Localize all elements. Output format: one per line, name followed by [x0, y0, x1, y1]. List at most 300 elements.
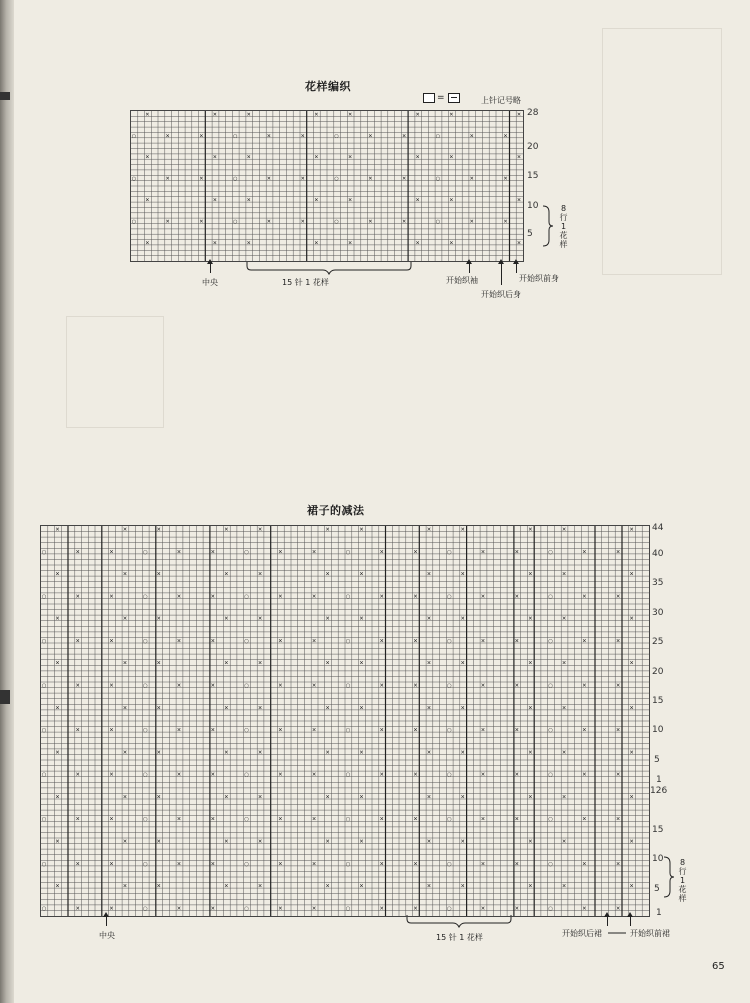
stitch-symbol: ✕ [210, 638, 216, 645]
vert-char: 8 [560, 204, 567, 213]
stitch-symbol: ✕ [426, 883, 432, 890]
stitch-symbol: ○ [41, 683, 47, 689]
stitch-symbol: ○ [143, 683, 148, 689]
stitch-symbol: ✕ [325, 527, 330, 533]
stitch-symbol: ✕ [629, 705, 634, 712]
stitch-symbol: ○ [233, 176, 238, 183]
stitch-symbol: ✕ [359, 794, 364, 801]
row-number: 126 [650, 786, 668, 796]
stitch-symbol: ✕ [210, 683, 216, 689]
stitch-symbol: ✕ [359, 527, 364, 533]
stitch-symbol: ✕ [415, 154, 420, 161]
stitch-symbol: ✕ [257, 660, 263, 667]
stitch-symbol: ✕ [266, 176, 272, 183]
stitch-symbol: ○ [244, 772, 249, 779]
row-number: 20 [652, 667, 664, 677]
stitch-symbol: ○ [233, 133, 238, 140]
stitch-symbol: ✕ [460, 883, 465, 890]
row-number: 1 [656, 908, 662, 918]
stitch-symbol: ✕ [629, 794, 634, 801]
legend-purl-symbol [448, 93, 460, 103]
stitch-symbol: ○ [244, 549, 249, 556]
stitch-grid-lines [41, 526, 649, 916]
stitch-symbol: ✕ [426, 705, 432, 712]
stitch-symbol: ✕ [615, 549, 621, 556]
stitch-symbol: ✕ [212, 154, 218, 161]
stitch-symbol: ✕ [413, 727, 418, 734]
stitch-symbol: ○ [345, 593, 351, 600]
stitch-symbol: ✕ [379, 638, 384, 645]
front-skirt-label: 开始织前裙 [630, 929, 670, 938]
stitch-symbol: ✕ [413, 772, 418, 779]
stitch-symbol: ✕ [257, 749, 263, 756]
stitch-symbol: ✕ [359, 660, 364, 667]
vert-char: 花 [678, 885, 687, 894]
stitch-symbol: ✕ [516, 154, 522, 161]
stitch-symbol: ✕ [122, 571, 128, 578]
stitch-symbol: ✕ [278, 861, 283, 868]
stitch-symbol: ✕ [55, 660, 60, 667]
stitch-symbol: ✕ [75, 638, 80, 645]
stitch-symbol: ○ [244, 905, 249, 912]
stitch-symbol: ✕ [615, 593, 621, 600]
row-number: 28 [527, 108, 539, 118]
stitch-symbol: ○ [345, 549, 351, 556]
stitch-symbol: ✕ [561, 794, 567, 801]
stitch-symbol: ○ [131, 176, 137, 183]
stitch-symbol: ✕ [415, 197, 420, 204]
stitch-symbol: ✕ [311, 816, 317, 823]
stitch-symbol: ✕ [278, 772, 283, 779]
stitch-symbol: ✕ [122, 527, 128, 533]
stitch-symbol: ✕ [75, 549, 80, 556]
vert-char: 1 [679, 876, 686, 885]
stitch-symbol: ✕ [145, 111, 150, 118]
stitch-symbol: ✕ [156, 883, 161, 890]
stitch-symbol: ✕ [449, 197, 454, 204]
stitch-symbol: ○ [244, 683, 249, 689]
book-binding [0, 0, 14, 1003]
stitch-symbol: ○ [435, 219, 441, 225]
stitch-symbol: ○ [244, 816, 249, 823]
stitch-symbol: ✕ [528, 527, 533, 533]
stitch-symbol: ✕ [55, 527, 60, 533]
stitch-symbol: ○ [548, 905, 553, 912]
stitch-symbol: ✕ [109, 638, 114, 645]
stitch-symbol: ✕ [176, 861, 182, 868]
back-skirt-label: 开始织后裙 [562, 929, 602, 938]
stitch-symbol: ✕ [55, 839, 60, 845]
back-arrow [501, 263, 502, 285]
stitch-symbol: ✕ [516, 197, 522, 204]
stitch-symbol: ✕ [325, 839, 330, 845]
stitch-symbol: ○ [41, 638, 47, 645]
stitch-symbol: ✕ [176, 727, 182, 734]
row-number: 20 [527, 142, 539, 152]
stitch-symbol: ✕ [629, 839, 634, 845]
bottom-repeat-label: 15 针 1 花样 [436, 933, 483, 942]
stitch-symbol: ✕ [615, 772, 621, 779]
top-front-label: 开始织前身 [519, 274, 559, 283]
bleed-through-box [66, 316, 164, 428]
stitch-symbol: ✕ [426, 749, 432, 756]
stitch-symbol: ✕ [109, 593, 114, 600]
stitch-symbol: ○ [143, 772, 148, 779]
stitch-symbol: ✕ [528, 749, 533, 756]
stitch-symbol: ✕ [469, 219, 474, 225]
row-number: 5 [527, 229, 533, 239]
stitch-symbol: ✕ [582, 861, 587, 868]
stitch-symbol: ✕ [257, 705, 263, 712]
stitch-symbol: ✕ [210, 816, 216, 823]
stitch-symbol: ✕ [348, 154, 353, 161]
bottom-repeat-label-vertical [678, 858, 687, 903]
stitch-symbol: ○ [447, 816, 452, 823]
stitch-symbol: ✕ [449, 111, 454, 118]
stitch-symbol: ○ [345, 683, 351, 689]
stitch-symbol: ✕ [415, 111, 420, 118]
stitch-symbol: ✕ [582, 772, 587, 779]
stitch-symbol: ✕ [561, 616, 567, 623]
stitch-symbol: ○ [548, 549, 553, 556]
stitch-symbol: ✕ [314, 154, 319, 161]
stitch-symbol: ✕ [629, 527, 634, 533]
top-sleeve-label: 开始织袖 [446, 276, 478, 285]
stitch-symbol: ✕ [359, 749, 364, 756]
stitch-symbol: ✕ [55, 749, 60, 756]
top-center-label: 中央 [202, 278, 218, 287]
stitch-symbol: ✕ [156, 527, 161, 533]
stitch-symbol: ✕ [359, 839, 364, 845]
stitch-symbol: ✕ [199, 176, 204, 183]
stitch-symbol: ✕ [165, 219, 170, 225]
stitch-symbol: ✕ [325, 883, 330, 890]
stitch-symbol: ✕ [246, 111, 251, 118]
vert-char: 样 [678, 894, 687, 903]
stitch-symbol: ✕ [348, 197, 353, 204]
stitch-symbol: ✕ [413, 638, 418, 645]
stitch-symbol: ✕ [503, 219, 508, 225]
stitch-symbol: ✕ [561, 883, 567, 890]
stitch-symbol: ○ [143, 549, 148, 556]
stitch-symbol: ✕ [460, 571, 465, 578]
stitch-symbol: ✕ [615, 861, 621, 868]
stitch-symbol: ○ [41, 861, 47, 868]
stitch-symbol: ✕ [75, 905, 80, 912]
stitch-symbol: ✕ [176, 593, 182, 600]
stitch-symbol: ✕ [109, 816, 114, 823]
stitch-symbol: ✕ [379, 772, 384, 779]
stitch-symbol: ✕ [528, 705, 533, 712]
stitch-symbol: ✕ [561, 705, 567, 712]
stitch-symbol: ○ [447, 772, 452, 779]
stitch-symbol: ✕ [514, 638, 520, 645]
top-repeat-label: 15 针 1 花样 [282, 278, 329, 287]
stitch-symbol: ✕ [460, 749, 465, 756]
stitch-symbol: ✕ [615, 727, 621, 734]
row-number: 44 [652, 523, 664, 533]
stitch-symbol: ✕ [528, 571, 533, 578]
stitch-symbol: ✕ [325, 749, 330, 756]
stitch-symbol: ✕ [528, 794, 533, 801]
stitch-symbol: ○ [41, 816, 47, 823]
stitch-symbol: ✕ [176, 905, 182, 912]
stitch-symbol: ○ [548, 816, 553, 823]
stitch-symbol: ✕ [460, 839, 465, 845]
stitch-symbol: ✕ [156, 705, 161, 712]
stitch-symbol: ✕ [55, 705, 60, 712]
row-number: 25 [652, 637, 664, 647]
stitch-symbol: ✕ [480, 905, 486, 912]
stitch-symbol: ✕ [413, 816, 418, 823]
stitch-symbol: ✕ [413, 861, 418, 868]
stitch-symbol: ✕ [55, 794, 60, 801]
stitch-symbol: ✕ [413, 683, 418, 689]
stitch-symbol: ○ [244, 861, 249, 868]
stitch-symbol: ✕ [325, 571, 330, 578]
stitch-symbol: ✕ [210, 727, 216, 734]
row-number: 5 [654, 884, 660, 894]
stitch-symbol: ✕ [300, 176, 305, 183]
stitch-symbol: ✕ [629, 660, 634, 667]
stitch-symbol: ✕ [122, 660, 128, 667]
stitch-symbol: ✕ [257, 794, 263, 801]
stitch-symbol: ✕ [156, 839, 161, 845]
stitch-symbol: ○ [41, 593, 47, 600]
stitch-symbol: ○ [345, 861, 351, 868]
stitch-symbol: ✕ [582, 638, 587, 645]
stitch-symbol: ○ [345, 816, 351, 823]
stitch-symbol: ✕ [469, 133, 474, 140]
stitch-symbol: ✕ [212, 111, 218, 118]
stitch-symbol: ✕ [224, 616, 229, 623]
stitch-symbol: ✕ [156, 794, 161, 801]
stitch-symbol: ✕ [176, 683, 182, 689]
stitch-symbol: ✕ [75, 772, 80, 779]
stitch-symbol: ○ [548, 772, 553, 779]
stitch-symbol: ○ [143, 816, 148, 823]
stitch-symbol: ✕ [122, 839, 128, 845]
stitch-symbol: ○ [345, 905, 351, 912]
stitch-symbol: ✕ [311, 593, 317, 600]
stitch-symbol: ✕ [311, 727, 317, 734]
stitch-symbol: ○ [143, 727, 148, 734]
stitch-symbol: ✕ [311, 683, 317, 689]
stitch-symbol: ✕ [460, 794, 465, 801]
stitch-symbol: ✕ [75, 727, 80, 734]
top-stitch-grid [130, 110, 524, 262]
stitch-symbol: ✕ [122, 616, 128, 623]
stitch-symbol: ✕ [582, 816, 587, 823]
stitch-symbol: ✕ [314, 111, 319, 118]
stitch-symbol: ✕ [480, 683, 486, 689]
stitch-symbol: ✕ [368, 219, 373, 225]
legend-text: 上针记号略 [481, 96, 521, 105]
stitch-symbol: ✕ [514, 905, 520, 912]
row-number: 10 [652, 725, 664, 735]
stitch-symbol: ✕ [368, 133, 373, 140]
stitch-symbol: ✕ [528, 839, 533, 845]
stitch-symbol: ○ [447, 638, 452, 645]
legend-blank-symbol [423, 93, 435, 103]
stitch-symbol: ○ [447, 549, 452, 556]
stitch-symbol: ✕ [379, 549, 384, 556]
stitch-symbol: ✕ [514, 816, 520, 823]
stitch-symbol: ✕ [359, 616, 364, 623]
front-skirt-arrow [630, 916, 631, 926]
page-number: 65 [712, 961, 725, 972]
stitch-symbol: ✕ [449, 154, 454, 161]
stitch-symbol: ✕ [325, 794, 330, 801]
stitch-symbol: ✕ [266, 219, 272, 225]
stitch-symbol: ✕ [426, 794, 432, 801]
stitch-symbol: ○ [548, 593, 553, 600]
stitch-symbol: ✕ [311, 549, 317, 556]
stitch-symbol: ✕ [212, 197, 218, 204]
stitch-symbol: ✕ [460, 527, 465, 533]
vert-char: 行 [559, 213, 568, 222]
stitch-symbol: ✕ [426, 660, 432, 667]
stitch-symbol: ○ [345, 727, 351, 734]
stitch-symbol: ✕ [122, 705, 128, 712]
stitch-symbol: ✕ [278, 816, 283, 823]
row-number: 40 [652, 549, 664, 559]
row-number: 15 [652, 696, 664, 706]
top-chart-title: 花样编织 [305, 80, 351, 93]
stitch-symbol: ✕ [480, 638, 486, 645]
stitch-symbol: ✕ [359, 883, 364, 890]
stitch-symbol: ✕ [413, 549, 418, 556]
stitch-symbol: ✕ [75, 816, 80, 823]
stitch-symbol: ✕ [224, 527, 229, 533]
stitch-symbol: ✕ [199, 133, 204, 140]
stitch-symbol: ✕ [224, 883, 229, 890]
stitch-symbol: ✕ [629, 749, 634, 756]
stitch-symbol: ○ [41, 727, 47, 734]
stitch-symbol: ✕ [516, 240, 522, 247]
stitch-symbol: ○ [345, 772, 351, 779]
stitch-symbol: ✕ [156, 660, 161, 667]
stitch-symbol: ✕ [561, 660, 567, 667]
stitch-symbol: ✕ [348, 240, 353, 247]
stitch-symbol: ✕ [257, 527, 263, 533]
row-number: 35 [652, 578, 664, 588]
row-number: 15 [652, 825, 664, 835]
stitch-symbol: ○ [435, 176, 441, 183]
stitch-symbol: ✕ [176, 772, 182, 779]
stitch-symbol: ✕ [514, 549, 520, 556]
stitch-symbol: ○ [435, 133, 441, 140]
stitch-symbol: ✕ [278, 683, 283, 689]
stitch-symbol: ✕ [156, 749, 161, 756]
stitch-symbol: ✕ [402, 133, 407, 140]
stitch-symbol: ✕ [582, 593, 587, 600]
back-skirt-arrow [607, 916, 608, 926]
stitch-symbol: ✕ [210, 905, 216, 912]
stitch-symbol: ✕ [480, 727, 486, 734]
stitch-symbol: ✕ [480, 772, 486, 779]
stitch-symbol: ✕ [55, 571, 60, 578]
stitch-symbol: ✕ [176, 638, 182, 645]
stitch-symbol: ✕ [460, 660, 465, 667]
stitch-symbol: ✕ [109, 861, 114, 868]
stitch-symbol: ✕ [109, 727, 114, 734]
stitch-symbol: ○ [233, 219, 238, 225]
stitch-symbol: ✕ [325, 705, 330, 712]
stitch-symbol: ○ [548, 727, 553, 734]
stitch-symbol: ✕ [176, 816, 182, 823]
stitch-symbol: ✕ [426, 527, 432, 533]
stitch-symbol: ✕ [314, 197, 319, 204]
stitch-symbol: ✕ [516, 111, 522, 118]
stitch-symbol: ✕ [210, 861, 216, 868]
bottom-center-label: 中央 [99, 931, 115, 940]
stitch-symbol: ✕ [246, 197, 251, 204]
stitch-symbol: ○ [447, 593, 452, 600]
stitch-symbol: ✕ [514, 727, 520, 734]
stitch-symbol: ✕ [480, 549, 486, 556]
stitch-symbol: ✕ [122, 883, 128, 890]
stitch-symbol: ✕ [561, 571, 567, 578]
stitch-symbol: ✕ [75, 683, 80, 689]
stitch-symbol: ✕ [379, 861, 384, 868]
stitch-symbol: ○ [334, 219, 339, 225]
stitch-symbol: ○ [447, 683, 452, 689]
stitch-symbol: ✕ [561, 749, 567, 756]
stitch-symbol: ✕ [379, 727, 384, 734]
stitch-symbol: ✕ [109, 772, 114, 779]
bottom-chart-title: 裙子的减法 [307, 504, 365, 517]
row-number: 5 [654, 755, 660, 765]
stitch-symbol: ✕ [278, 549, 283, 556]
bleed-through-photo [602, 28, 722, 275]
stitch-symbol: ✕ [629, 883, 634, 890]
stitch-symbol: ✕ [257, 571, 263, 578]
stitch-symbol: ✕ [402, 219, 407, 225]
stitch-symbol: ✕ [210, 593, 216, 600]
vert-char: 花 [559, 231, 568, 240]
stitch-symbol: ✕ [224, 660, 229, 667]
stitch-symbol: ✕ [460, 616, 465, 623]
stitch-symbol: ✕ [582, 549, 587, 556]
stitch-symbol: ✕ [379, 905, 384, 912]
stitch-symbol: ✕ [368, 176, 373, 183]
top-back-label: 开始织后身 [481, 290, 521, 299]
stitch-symbol: ✕ [278, 638, 283, 645]
stitch-symbol: ✕ [514, 593, 520, 600]
stitch-symbol: ✕ [582, 905, 587, 912]
stitch-symbol: ✕ [224, 571, 229, 578]
stitch-symbol: ○ [41, 772, 47, 779]
stitch-symbol: ✕ [629, 571, 634, 578]
stitch-symbol: ○ [244, 727, 249, 734]
stitch-symbol: ✕ [246, 154, 251, 161]
stitch-symbol: ✕ [257, 883, 263, 890]
sleeve-arrow [469, 263, 470, 273]
stitch-symbol: ○ [131, 219, 137, 225]
stitch-symbol: ✕ [561, 527, 567, 533]
stitch-symbol: ○ [41, 905, 47, 912]
stitch-symbol: ○ [548, 861, 553, 868]
stitch-symbol: ✕ [75, 861, 80, 868]
stitch-symbol: ✕ [257, 839, 263, 845]
stitch-symbol: ○ [334, 176, 339, 183]
stitch-symbol: ✕ [311, 905, 317, 912]
stitch-symbol: ✕ [300, 133, 305, 140]
stitch-symbol: ✕ [480, 861, 486, 868]
row-number: 1 [656, 775, 662, 785]
stitch-symbol: ○ [131, 133, 137, 140]
